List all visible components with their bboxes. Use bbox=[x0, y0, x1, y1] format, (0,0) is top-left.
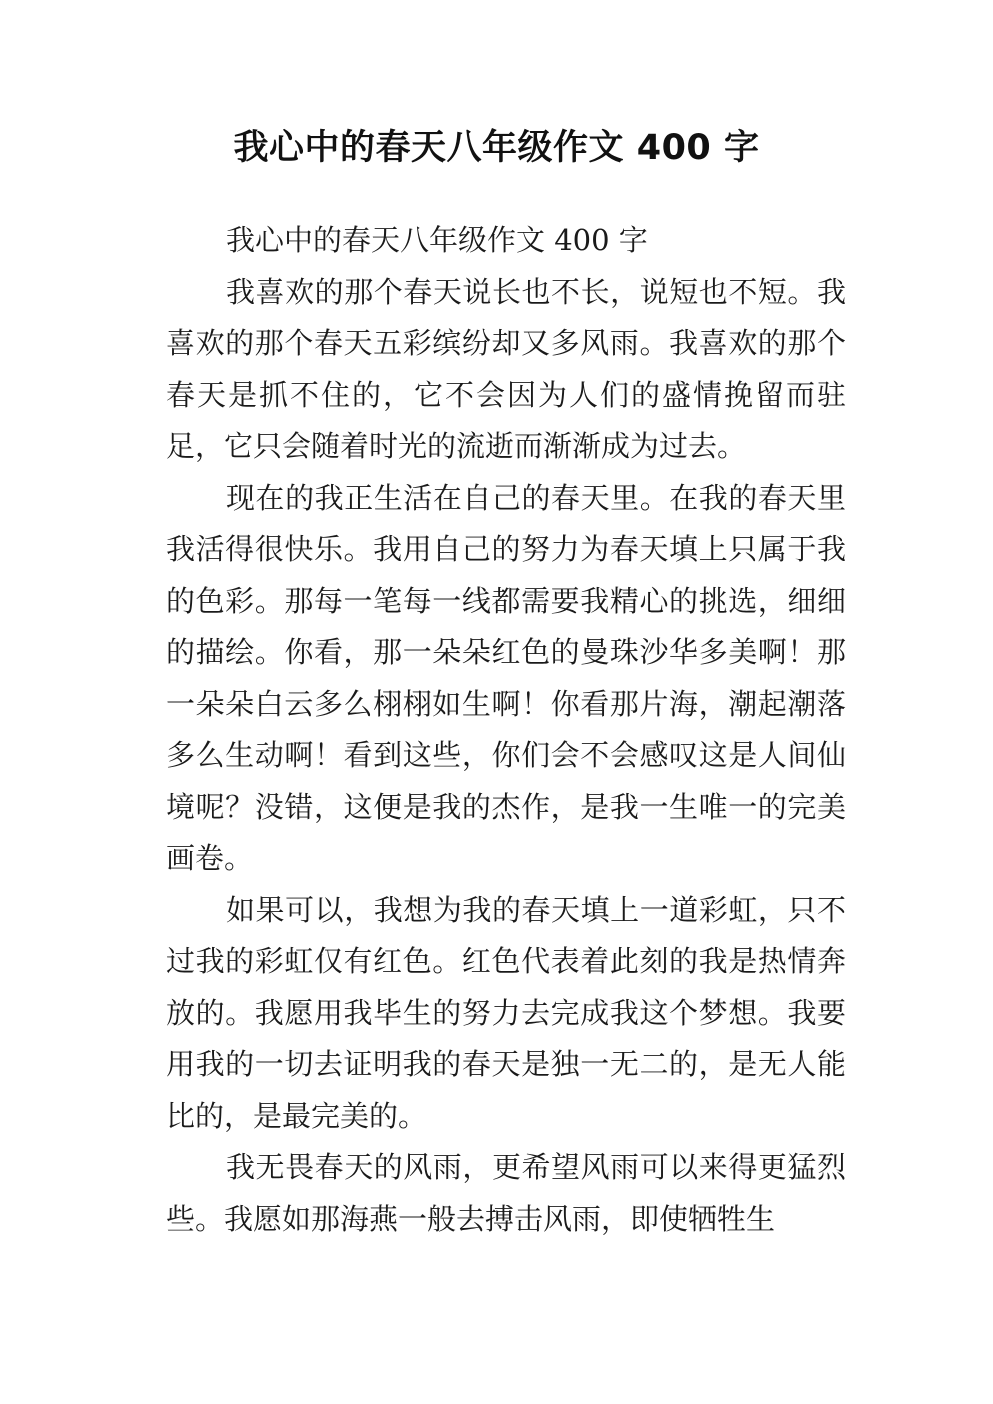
paragraph: 如果可以，我想为我的春天填上一道彩虹，只不过我的彩虹仅有红色。红色代表着此刻的我是热情奔放的。我愿用我毕生的努力去完成我这个梦想。我要用我的一切去证明我的春天是独一无二的，是无人能比的，是最完美的。 bbox=[166, 892, 846, 1133]
document-title: 我心中的春天八年级作文 400 字 bbox=[233, 128, 760, 168]
paragraph: 我无畏春天的风雨，更希望风雨可以来得更猛烈些。我愿如那海燕一般去搏击风雨，即使牺牲生 bbox=[166, 1150, 846, 1236]
paragraph: 现在的我正生活在自己的春天里。在我的春天里我活得很快乐。我用自己的努力为春天填上只属于我的色彩。那每一笔每一线都需要我精心的挑选，细细的描绘。你看，那一朵朵红色的曼珠沙华多美啊！那一朵朵白云多么栩栩如生啊！你看那片海，潮起潮落多么生动啊！看到这些，你们会不会感叹这是人间仙境呢？没错，这便是我的杰作，是我一生唯一的完美画卷。 bbox=[166, 480, 846, 875]
paragraph-subtitle: 我心中的春天八年级作文 400 字 bbox=[226, 223, 648, 257]
paragraph: 我喜欢的那个春天说长也不长，说短也不短。我喜欢的那个春天五彩缤纷却又多风雨。我喜欢的那个春天是抓不住的，它不会因为人们的盛情挽留而驻足，它只会随着时光的流逝而渐渐成为过去。 bbox=[166, 274, 846, 463]
document-body bbox=[166, 215, 846, 1245]
